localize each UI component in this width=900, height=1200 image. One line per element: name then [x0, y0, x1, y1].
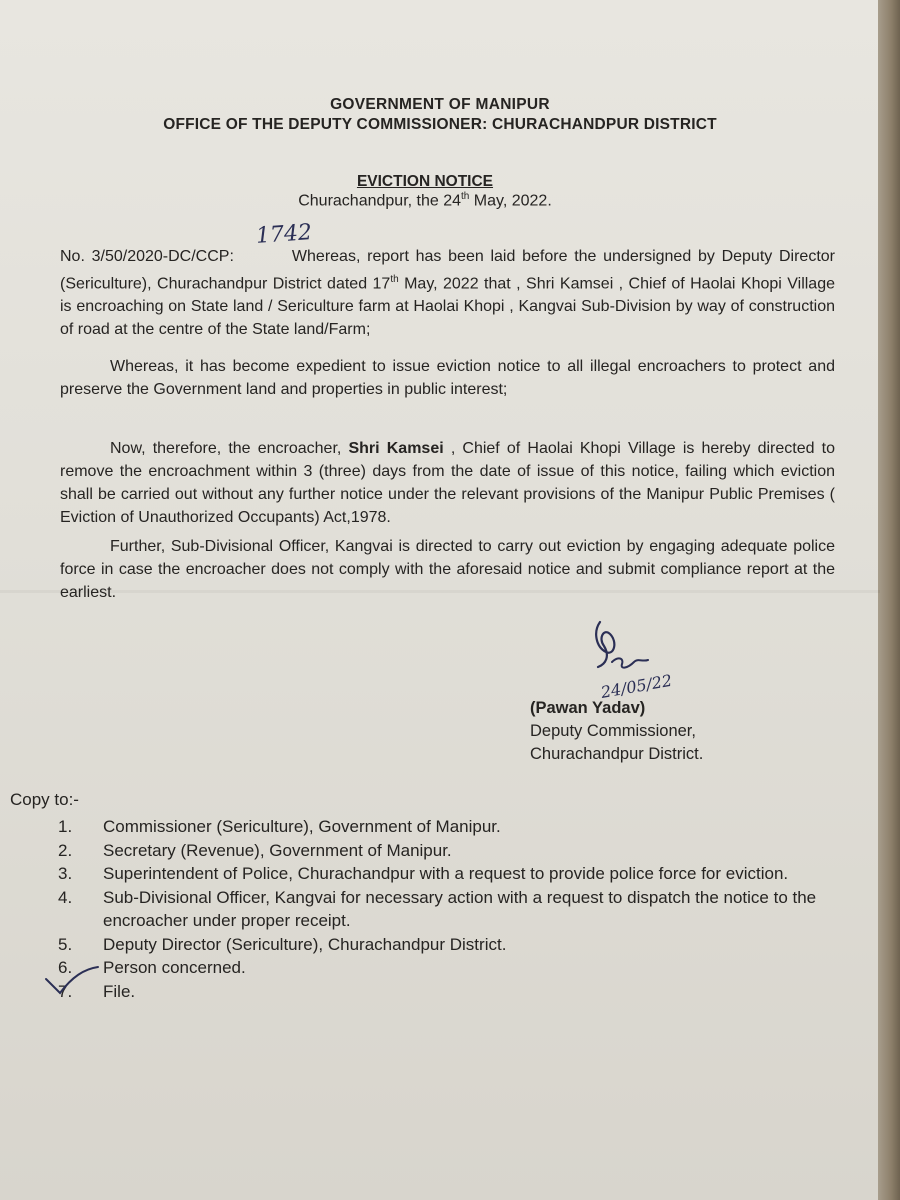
- government-name: GOVERNMENT OF MANIPUR: [330, 96, 550, 113]
- reference-number: No. 3/50/2020-DC/CCP:: [60, 248, 234, 265]
- place-date-prefix: Churachandpur, the 24: [298, 192, 462, 210]
- list-item: [58, 815, 858, 839]
- list-item-number: 3.: [58, 864, 73, 883]
- list-item: [58, 956, 858, 980]
- p3-text-b: , Chief of Haolai Khopi Village is hereby directed to remove the encroachment within 3 (three) days from the date of issue of this notice, failing which eviction shall be carried out without any further notice under the relevant provisions of the Manipur Public Premises ( Eviction of Unauthorized Occupants) Act,1978.: [60, 440, 836, 526]
- letterhead: [0, 96, 880, 134]
- copy-to-list: [58, 815, 858, 1003]
- p1-text-b: May, 2022 that , Shri Kamsei , Chief of Haolai Khopi Village is encroaching on State land / Sericulture farm at Haolai Khopi , Kangvai Sub-Division by way of construction of road at the centre of the State land/Farm;: [60, 275, 835, 339]
- handwritten-reference-number: 1742: [255, 220, 313, 249]
- list-item: [58, 933, 858, 957]
- list-item: [58, 862, 858, 886]
- signatory-name: (Pawan Yadav): [530, 699, 646, 717]
- copy-to-label: Copy to:-: [10, 790, 79, 809]
- signatory-designation: Deputy Commissioner,: [530, 722, 696, 740]
- signature-icon: [588, 612, 698, 702]
- place-date: [0, 191, 850, 210]
- list-item: [58, 839, 858, 863]
- paragraph-further: Further, Sub-Divisional Officer, Kangvai is directed to carry out eviction by engaging adequate police force in case the encroacher does not comply with the aforesaid notice and submit compliance report at the earliest.: [60, 538, 835, 601]
- list-item-text: Secretary (Revenue), Government of Manipur.: [103, 840, 452, 860]
- paragraph-whereas-report: [60, 245, 835, 341]
- list-item-text: Deputy Director (Sericulture), Churachandpur District.: [103, 934, 507, 954]
- list-item-number: 7.: [58, 981, 73, 1001]
- place-date-sup: th: [461, 191, 470, 202]
- list-item-number: 1.: [58, 817, 73, 836]
- signature-date: 24/05/22: [599, 670, 674, 702]
- p1-sup: th: [390, 274, 399, 285]
- list-item-number: 2.: [58, 840, 73, 860]
- list-item: [58, 980, 858, 1004]
- p1-text-a: Whereas, report has been laid before the undersigned by Deputy Director (Sericulture), Churachandpur District dated 17: [60, 248, 836, 293]
- list-item-text: Person concerned.: [103, 958, 246, 977]
- p3-text-a: Now, therefore, the encroacher,: [110, 440, 349, 457]
- notice-title: EVICTION NOTICE: [356, 173, 494, 190]
- list-item-text: Sub-Divisional Officer, Kangvai for necessary action with a request to dispatch the notice to the encroacher under proper receipt.: [103, 887, 817, 930]
- paragraph-whereas-expedient: Whereas, it has become expedient to issue eviction notice to all illegal encroachers to protect and preserve the Government land and properties in public interest;: [60, 358, 835, 398]
- background-edge: [878, 0, 900, 1200]
- list-item: [58, 886, 858, 933]
- list-item-text: Superintendent of Police, Churachandpur with a request to provide police force for eviction.: [103, 864, 789, 883]
- list-item-text: File.: [103, 981, 136, 1001]
- list-item-number: 5.: [58, 934, 73, 954]
- encroacher-name: Shri Kamsei: [348, 440, 444, 457]
- list-item-text: Commissioner (Sericulture), Government of Manipur.: [103, 817, 501, 836]
- paragraph-now-therefore: [60, 437, 835, 529]
- signatory-district: Churachandpur District.: [530, 745, 704, 763]
- office-name: OFFICE OF THE DEPUTY COMMISSIONER: CHURACHANDPUR DISTRICT: [163, 116, 717, 133]
- tick-mark-icon: [42, 965, 102, 1005]
- signatory-block: [530, 697, 703, 766]
- list-item-number: 6.: [58, 958, 73, 977]
- place-date-suffix: May, 2022.: [469, 192, 552, 210]
- list-item-number: 4.: [58, 887, 73, 907]
